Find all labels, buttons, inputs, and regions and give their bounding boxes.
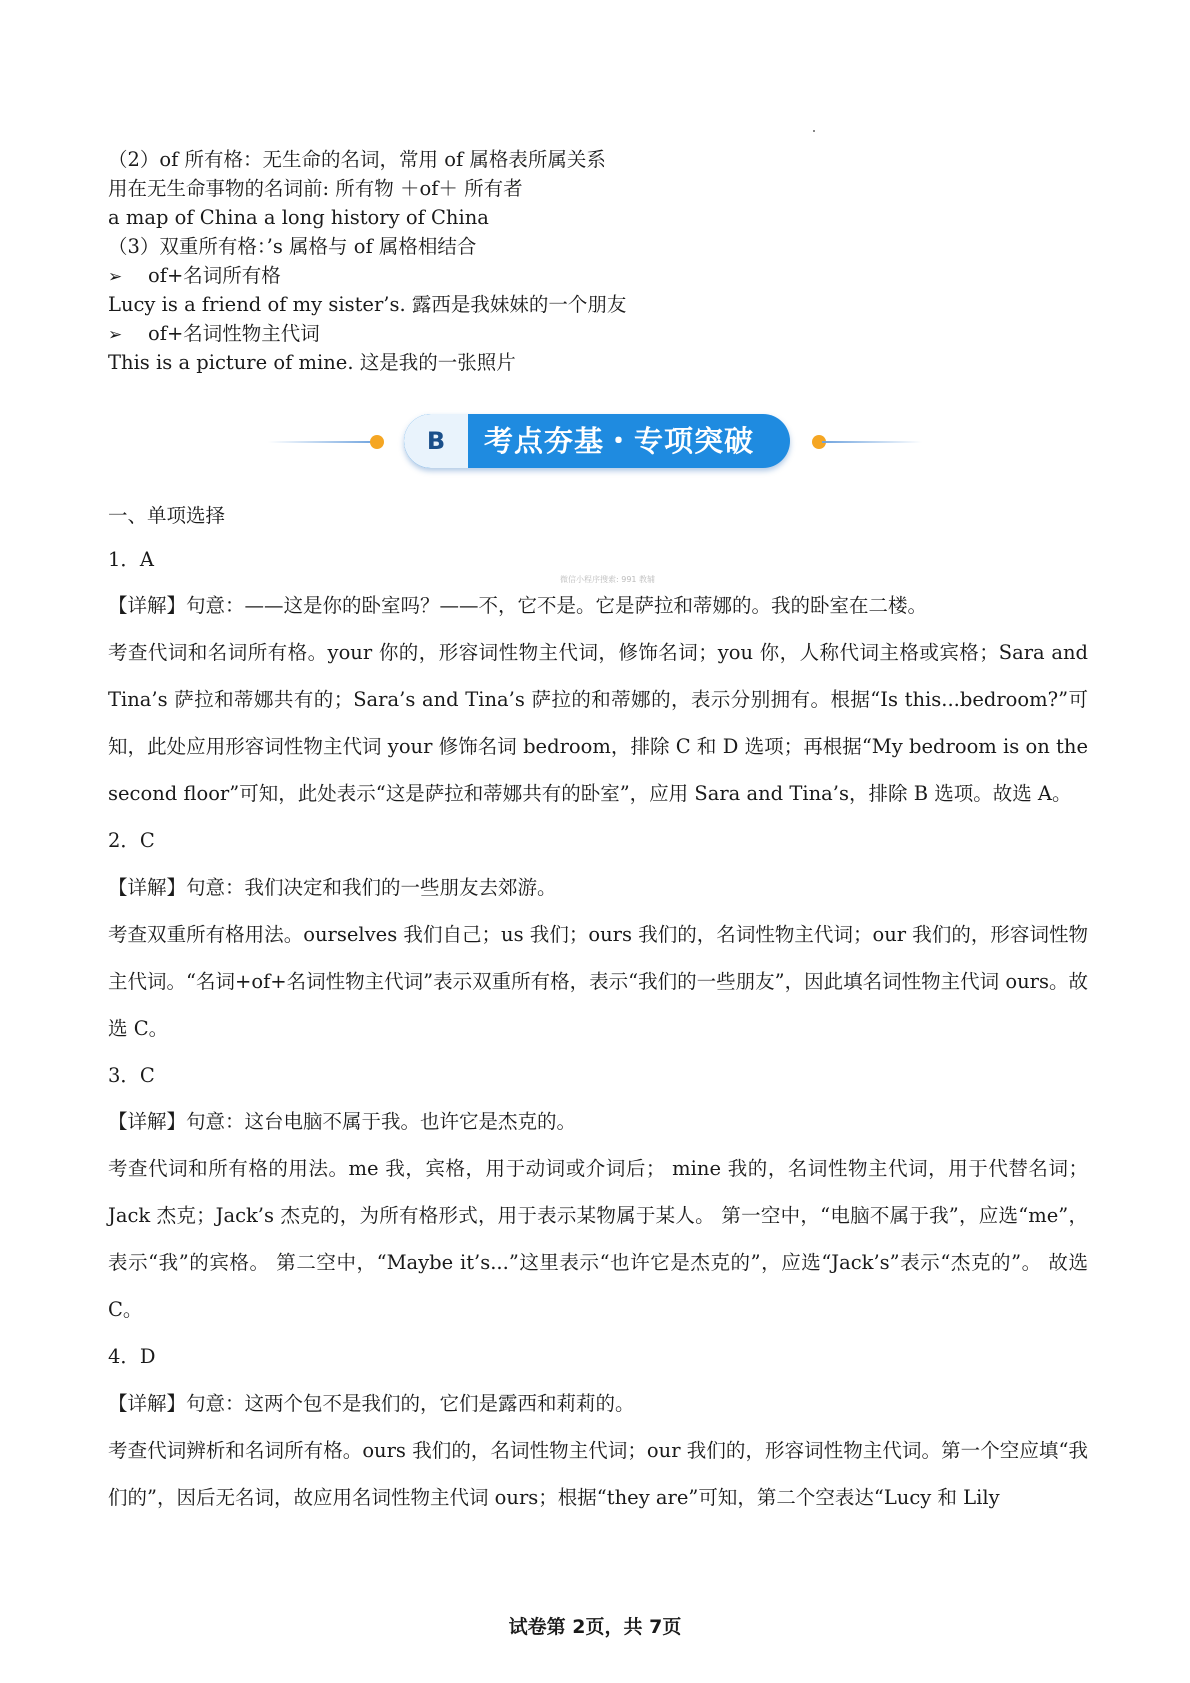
question-detail: 【详解】句意：我们决定和我们的一些朋友去郊游。 [108,876,557,899]
question-detail: 【详解】句意：这两个包不是我们的，它们是露西和莉莉的。 [108,1392,635,1415]
bullet-text: of+名词性物主代词 [148,322,320,345]
bullet-item-noun-possessive [108,264,281,289]
section-heading: 一、单项选择 [108,504,226,527]
question-number: 4．D [108,1345,156,1368]
note-example-china: a map of China a long history of China [108,206,489,229]
question-analysis: 考查双重所有格用法。ourselves 我们自己；us 我们；ours 我们的，名词性物主代词；our 我们的，形容词性物主代词。“名词+of+名词性物主代词”表示双重所有格，表示“我们的一些朋友”，因此填名词性物主代词 ours。故选 C。 [108,923,1088,1040]
question-number: 2．C [108,829,155,852]
note-usage: 用在无生命事物的名词前: 所有物 ＋of＋ 所有者 [108,177,523,200]
banner-dot-left [370,435,384,449]
question-analysis: 考查代词辨析和名词所有格。ours 我们的，名词性物主代词；our 我们的，形容词性物主代词。第一个空应填“我们的”，因后无名词，故应用名词性物主代词 ours；根据“they are”可知，第二个空表达“Lucy 和 Lily [108,1439,1088,1509]
note-of-possessive: （2）of 所有格：无生命的名词，常用 of 属格表所属关系 [108,148,606,171]
note-example-picture: This is a picture of mine. 这是我的一张照片 [108,351,516,374]
banner-rule-left [268,441,376,443]
bullet-text: of+名词所有格 [148,264,281,287]
banner-rule-right [822,441,922,443]
bullet-item-pronoun [108,322,320,347]
banner-title: 考点夯基・专项突破 [484,424,755,458]
question-number: 3．C [108,1064,155,1087]
banner-pill [404,414,790,468]
question-detail: 【详解】句意：这台电脑不属于我。也许它是杰克的。 [108,1110,577,1133]
bullet-arrow-icon: ➢ [108,267,123,287]
question-number: 1．A [108,548,154,571]
question-analysis: 考查代词和所有格的用法。me 我，宾格，用于动词或介词后； mine 我的，名词性物主代词，用于代替名词； Jack 杰克；Jack’s 杰克的，为所有格形式，用于表示某物属于某人。 第一空中，“电脑不属于我”，应选“me”，表示“我”的宾格。 第二空中，“Maybe it’s...”这里表示“也许它是杰克的”，应选“Jack’s”表示“杰克的”。 故选 C。 [108,1157,1088,1321]
page-footer: 试卷第 2页，共 7页 [508,1616,682,1638]
scan-mark [813,130,815,132]
banner-letter: B [404,414,468,468]
watermark: 微信小程序搜索: 991 教辅 [560,575,656,584]
question-detail: 【详解】句意：——这是你的卧室吗？——不，它不是。它是萨拉和蒂娜的。我的卧室在二楼。 [108,594,928,617]
bullet-arrow-icon: ➢ [108,325,123,345]
note-example-lucy: Lucy is a friend of my sister’s. 露西是我妹妹的一个朋友 [108,293,627,316]
section-banner [0,412,1190,472]
question-analysis: 考查代词和名词所有格。your 你的，形容词性物主代词，修饰名词；you 你，人称代词主格或宾格；Sara and Tina’s 萨拉和蒂娜共有的；Sara’s and Tina’s 萨拉的和蒂娜的，表示分别拥有。根据“Is this...bedroom?”可知，此处应用形容词性物主代词 your 修饰名词 bedroom，排除 C 和 D 选项；再根据“My bedroom is on the second floor”可知，此处表示“这是萨拉和蒂娜共有的卧室”，应用 Sara and Tina’s，排除 B 选项。故选 A。 [108,641,1088,805]
note-double-possessive: （3）双重所有格：’s 属格与 of 属格相结合 [108,235,477,258]
